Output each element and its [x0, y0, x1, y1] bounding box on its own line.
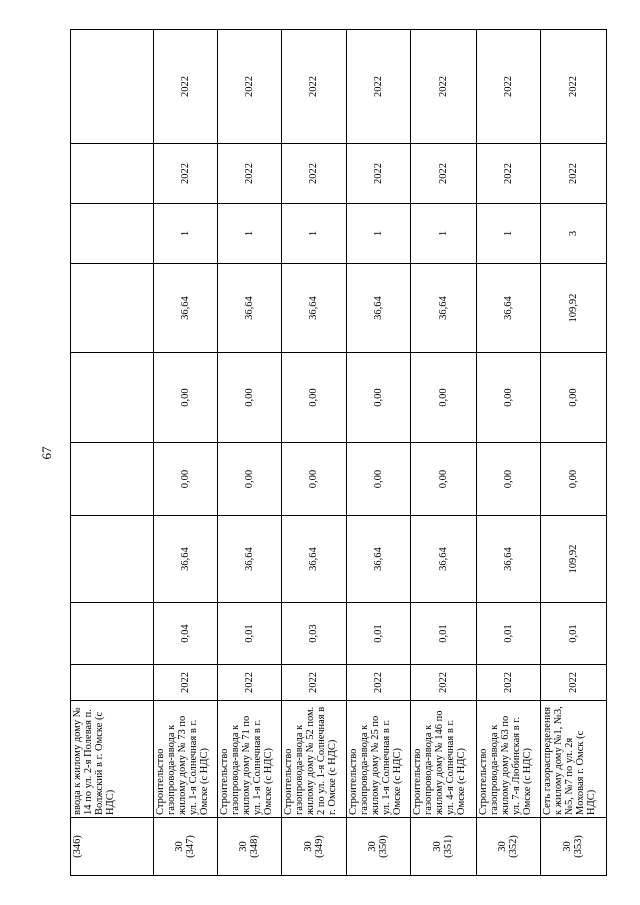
- cell-c5: [71, 516, 154, 603]
- cell-c11: 2022: [476, 30, 540, 144]
- table-row: [71, 30, 154, 876]
- cell-c9: 1: [153, 204, 217, 264]
- cell-c9: 1: [281, 204, 346, 264]
- cell-c8: 36,64: [410, 264, 476, 353]
- cell-c5: 109,92: [540, 516, 606, 603]
- cell-name: Строительство газопровода-ввода к жилому дому № 25 по ул. 1-я Солнечная в г. Омске (с НДС): [346, 701, 410, 818]
- cell-name: Сеть газораспределения к жилому дому №1, №3, №5, №7 по ул. 2я Моховая г. Омск (с НДС): [540, 701, 606, 818]
- cell-c7: 0,00: [476, 353, 540, 443]
- rotated-table-sheet: [70, 30, 607, 876]
- cell-c9: [71, 204, 154, 264]
- cell-year: 2022: [540, 665, 606, 701]
- cell-c11: 2022: [540, 30, 606, 144]
- cell-c9: 3: [540, 204, 606, 264]
- table-rotation-frame: [70, 30, 607, 876]
- investment-table: [70, 29, 607, 876]
- cell-name: Строительство газопровода-ввода к жилому дому № 52 пом. 2 по ул. 1-я Солнечная в г. Омске (с НДС): [281, 701, 346, 818]
- cell-name: Строительство газопровода-ввода к жилому дому № 71 по ул. 1-я Солнечная в г. Омске (с НДС): [217, 701, 281, 818]
- cell-year: 2022: [346, 665, 410, 701]
- cell-c10: [71, 144, 154, 204]
- cell-c11: 2022: [153, 30, 217, 144]
- cell-c4: [71, 603, 154, 665]
- cell-year: [71, 665, 154, 701]
- cell-c5: 36,64: [410, 516, 476, 603]
- cell-c11: 2022: [217, 30, 281, 144]
- cell-c4: 0,03: [281, 603, 346, 665]
- cell-c6: 0,00: [410, 443, 476, 516]
- cell-c7: 0,00: [346, 353, 410, 443]
- cell-c9: 1: [476, 204, 540, 264]
- cell-no: (346): [71, 818, 154, 876]
- cell-c6: 0,00: [476, 443, 540, 516]
- cell-c5: 36,64: [153, 516, 217, 603]
- cell-c8: 36,64: [153, 264, 217, 353]
- cell-no: 30 (348): [217, 818, 281, 876]
- cell-c10: 2022: [346, 144, 410, 204]
- cell-year: 2022: [476, 665, 540, 701]
- cell-c10: 2022: [281, 144, 346, 204]
- cell-no: 30 (351): [410, 818, 476, 876]
- cell-year: 2022: [217, 665, 281, 701]
- cell-c5: 36,64: [346, 516, 410, 603]
- table-row: [476, 30, 540, 876]
- cell-c7: 0,00: [540, 353, 606, 443]
- cell-name: Строительство газопровода-ввода к жилому дому № 63 по ул. 7-я Любинская в г. Омске (с НДС): [476, 701, 540, 818]
- cell-c7: [71, 353, 154, 443]
- cell-c10: 2022: [540, 144, 606, 204]
- cell-year: 2022: [281, 665, 346, 701]
- cell-c7: 0,00: [281, 353, 346, 443]
- cell-c4: 0,04: [153, 603, 217, 665]
- cell-c6: [71, 443, 154, 516]
- cell-c11: 2022: [410, 30, 476, 144]
- cell-c6: 0,00: [281, 443, 346, 516]
- cell-no: 30 (349): [281, 818, 346, 876]
- table-row: [346, 30, 410, 876]
- table-body: [71, 30, 607, 876]
- cell-c7: 0,00: [217, 353, 281, 443]
- cell-no: 30 (350): [346, 818, 410, 876]
- table-row: [540, 30, 606, 876]
- cell-c4: 0,01: [476, 603, 540, 665]
- table-row: [281, 30, 346, 876]
- cell-name: Строительство газопровода-ввода к жилому дому № 146 по ул. 4-я Солнечная в г. Омске (с НДС): [410, 701, 476, 818]
- cell-c5: 36,64: [281, 516, 346, 603]
- cell-c6: 0,00: [153, 443, 217, 516]
- cell-c4: 0,01: [217, 603, 281, 665]
- cell-c10: 2022: [153, 144, 217, 204]
- cell-c6: 0,00: [540, 443, 606, 516]
- cell-year: 2022: [153, 665, 217, 701]
- table-row: [410, 30, 476, 876]
- cell-name: Строительство газопровода-ввода к жилому дому № 73 по ул. 1-я Солнечная в г. Омске (с НДС): [153, 701, 217, 818]
- cell-c8: 36,64: [346, 264, 410, 353]
- cell-c4: 0,01: [410, 603, 476, 665]
- cell-c11: 2022: [346, 30, 410, 144]
- cell-c6: 0,00: [346, 443, 410, 516]
- cell-c4: 0,01: [540, 603, 606, 665]
- cell-c7: 0,00: [410, 353, 476, 443]
- page-number: 67: [39, 446, 54, 460]
- cell-no: 30 (353): [540, 818, 606, 876]
- cell-c10: 2022: [410, 144, 476, 204]
- cell-c10: 2022: [476, 144, 540, 204]
- cell-c5: 36,64: [476, 516, 540, 603]
- table-row: [153, 30, 217, 876]
- cell-c6: 0,00: [217, 443, 281, 516]
- cell-name: ввода к жилому дому № 14 по ул. 2-я Полевая п. Волжский в г. Омске (с НДС): [71, 701, 154, 818]
- cell-c10: 2022: [217, 144, 281, 204]
- cell-c9: 1: [346, 204, 410, 264]
- cell-c8: 109,92: [540, 264, 606, 353]
- cell-c11: 2022: [281, 30, 346, 144]
- cell-c11: [71, 30, 154, 144]
- cell-year: 2022: [410, 665, 476, 701]
- cell-c8: 36,64: [217, 264, 281, 353]
- cell-c7: 0,00: [153, 353, 217, 443]
- cell-c9: 1: [217, 204, 281, 264]
- cell-c8: 36,64: [476, 264, 540, 353]
- cell-c4: 0,01: [346, 603, 410, 665]
- cell-c8: [71, 264, 154, 353]
- cell-c9: 1: [410, 204, 476, 264]
- cell-c8: 36,64: [281, 264, 346, 353]
- cell-c5: 36,64: [217, 516, 281, 603]
- cell-no: 30 (352): [476, 818, 540, 876]
- cell-no: 30 (347): [153, 818, 217, 876]
- table-row: [217, 30, 281, 876]
